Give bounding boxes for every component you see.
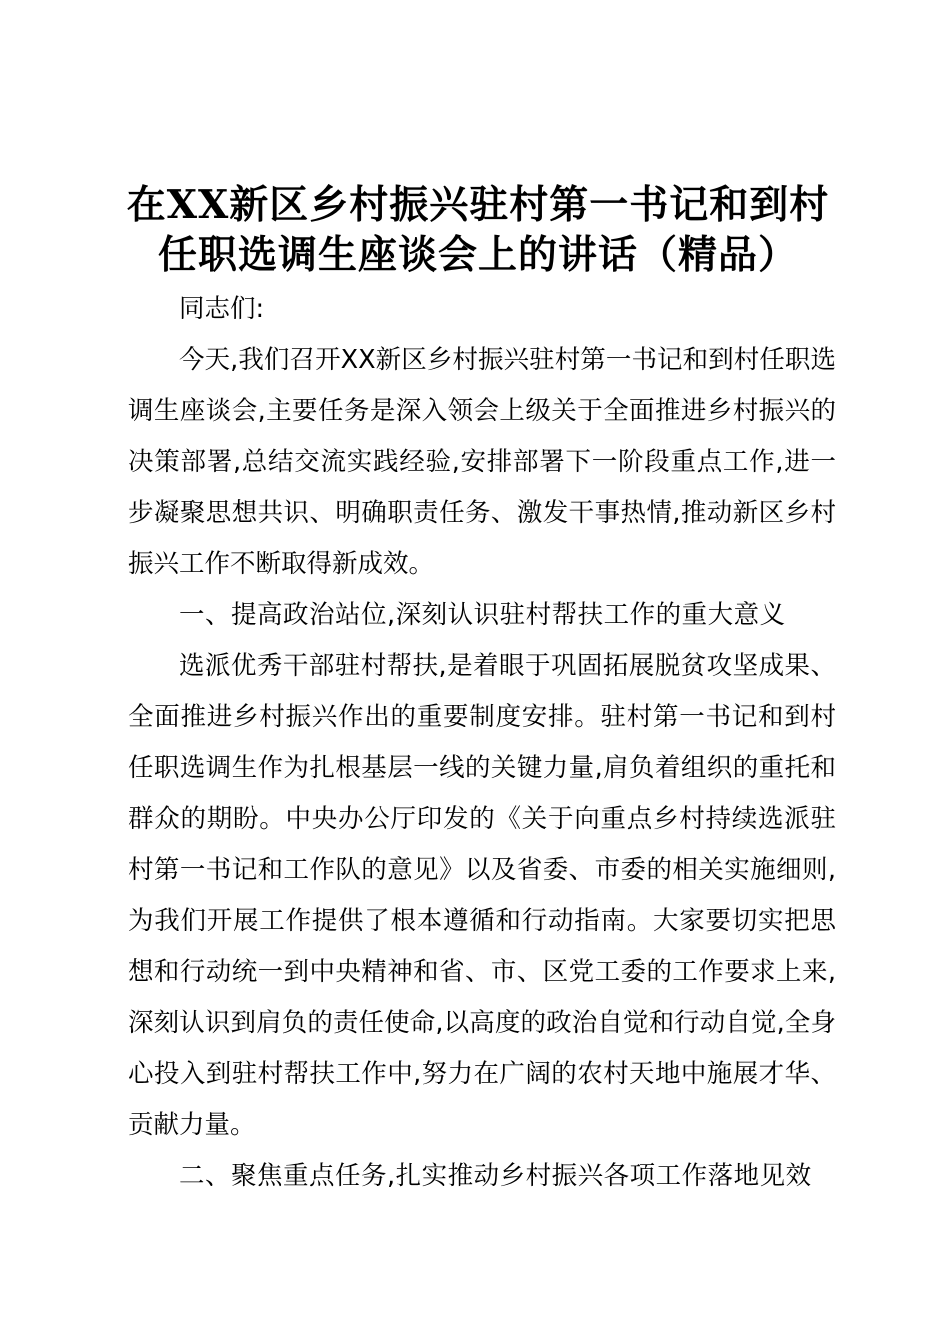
salutation: 同志们: bbox=[179, 294, 265, 324]
document-title: 在XX新区乡村振兴驻村第一书记和到村任职选调生座谈会上的讲话（精品） bbox=[126, 182, 830, 278]
section-heading-2: 二、聚焦重点任务,扎实推动乡村振兴各项工作落地见效 bbox=[179, 1161, 812, 1191]
paragraph-intro: 今天,我们召开XX新区乡村振兴驻村第一书记和到村任职选调生座谈会,主要任务是深入领会上级关于全面推进乡村振兴的决策部署,总结交流实践经验,安排部署下一阶段重点工作,进一步凝聚思想共识、明确职责任务、激发干事热情,推动新区乡村振兴工作不断取得新成效。 bbox=[128, 345, 836, 579]
section-heading-1: 一、提高政治站位,深刻认识驻村帮扶工作的重大意义 bbox=[179, 600, 786, 630]
paragraph-section-1: 选派优秀干部驻村帮扶,是着眼于巩固拓展脱贫攻坚成果、全面推进乡村振兴作出的重要制度安排。驻村第一书记和到村任职选调生作为扎根基层一线的关键力量,肩负着组织的重托和群众的期盼。中央办公厅印发的《关于向重点乡村持续选派驻村第一书记和工作队的意见》以及省委、市委的相关实施细则,为我们开展工作提供了根本遵循和行动指南。大家要切实把思想和行动统一到中央精神和省、市、区党工委的工作要求上来,深刻认识到肩负的责任使命,以高度的政治自觉和行动自觉,全身心投入到驻村帮扶工作中,努力在广阔的农村天地中施展才华、贡献力量。 bbox=[128, 651, 836, 1140]
document-body bbox=[128, 284, 836, 1202]
